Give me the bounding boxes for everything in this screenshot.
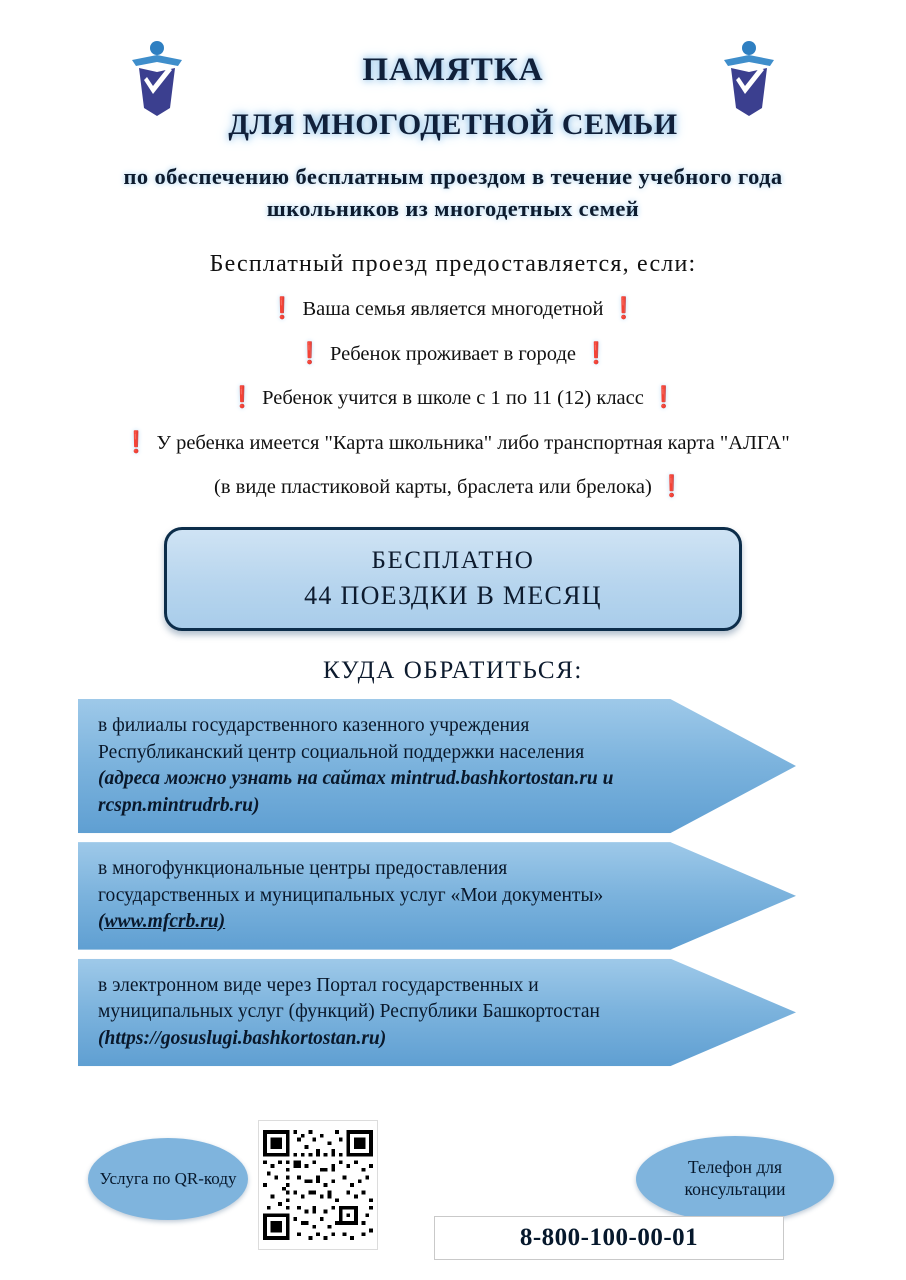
condition-item [0,340,906,368]
poster-footer [0,1108,906,1280]
arrow-text-line: Республиканский центр социальной поддержки населения [98,741,585,763]
where-arrow-item [78,959,796,1067]
condition-item [0,473,906,501]
condition-item [0,429,906,457]
exclamation-icon: ❗ [610,295,637,320]
arrow-text-line: в многофункциональные центры предоставления [98,858,508,880]
page-title: ПАМЯТКА [362,52,544,88]
condition-text: Ребенок учится в школе с 1 по 11 (12) класс [262,387,644,410]
condition-item [0,384,906,412]
conditions-heading: Бесплатный проезд предоставляется, если: [209,250,697,277]
arrow-text-line: в филиалы государственного казенного учреждения [98,715,530,736]
arrow-text-line: (адреса можно узнать на сайтах mintrud.bashkortostan.ru и [98,768,614,790]
badge-line-2: 44 ПОЕЗДКИ В МЕСЯЦ [304,581,602,610]
consultation-phone-text: Телефон для консультации [684,1157,786,1199]
badge-line-1: БЕСПЛАТНО [371,547,535,574]
where-arrow-item [78,842,796,950]
free-trips-badge-wrap [0,527,906,631]
free-trips-badge [164,527,742,631]
where-arrow-item [78,699,796,833]
arrow-text-line: муниципальных услуг (функций) Республики Башкортостан [98,1001,600,1023]
arrow-content [78,699,678,833]
where-list [0,699,906,1066]
consultation-phone-label [636,1136,834,1222]
phone-number-box [434,1216,784,1260]
organization-logo-right [718,38,780,116]
condition-text: Ребенок проживает в городе [330,342,576,365]
exclamation-icon: ❗ [582,340,610,365]
exclamation-icon: ❗ [296,340,323,365]
mfc-website-link[interactable]: (www.mfcrb.ru) [98,911,226,933]
arrow-text-line: rcspn.mintrudrb.ru) [98,794,260,816]
qr-code[interactable] [258,1120,378,1250]
organization-logo-left [126,38,188,116]
condition-item [0,295,906,323]
arrow-content [78,842,678,950]
qr-service-text: Услуга по QR-коду [99,1169,237,1189]
page-subtitle-2: по обеспечению бесплатным проездом в течение учебного года школьников из многодетных семей [123,164,783,221]
arrow-content [78,959,678,1067]
gosuslugi-portal-link[interactable]: (https://gosuslugi.bashkortostan.ru) [98,1027,387,1049]
where-heading: КУДА ОБРАТИТЬСЯ: [323,657,583,684]
condition-text: У ребенка имеется "Карта школьника" либо транспортная карта "АЛГА" [156,431,790,454]
arrow-text-line: в электронном виде через Портал государственных и [98,974,539,996]
exclamation-icon: ❗ [658,474,685,499]
condition-text: (в виде пластиковой карты, браслета или брелока) [214,476,652,499]
condition-text: Ваша семья является многодетной [302,297,604,320]
exclamation-icon: ❗ [269,295,296,320]
exclamation-icon: ❗ [228,385,256,410]
arrow-text-line: государственных и муниципальных услуг «Мои документы» [98,884,604,906]
qr-service-label [88,1138,248,1220]
exclamation-icon: ❗ [650,385,677,410]
page-subtitle-1: ДЛЯ МНОГОДЕТНОЙ СЕМЬИ [228,108,678,141]
conditions-list [0,295,906,501]
exclamation-icon: ❗ [123,429,150,454]
phone-number: 8-800-100-00-01 [519,1224,699,1251]
